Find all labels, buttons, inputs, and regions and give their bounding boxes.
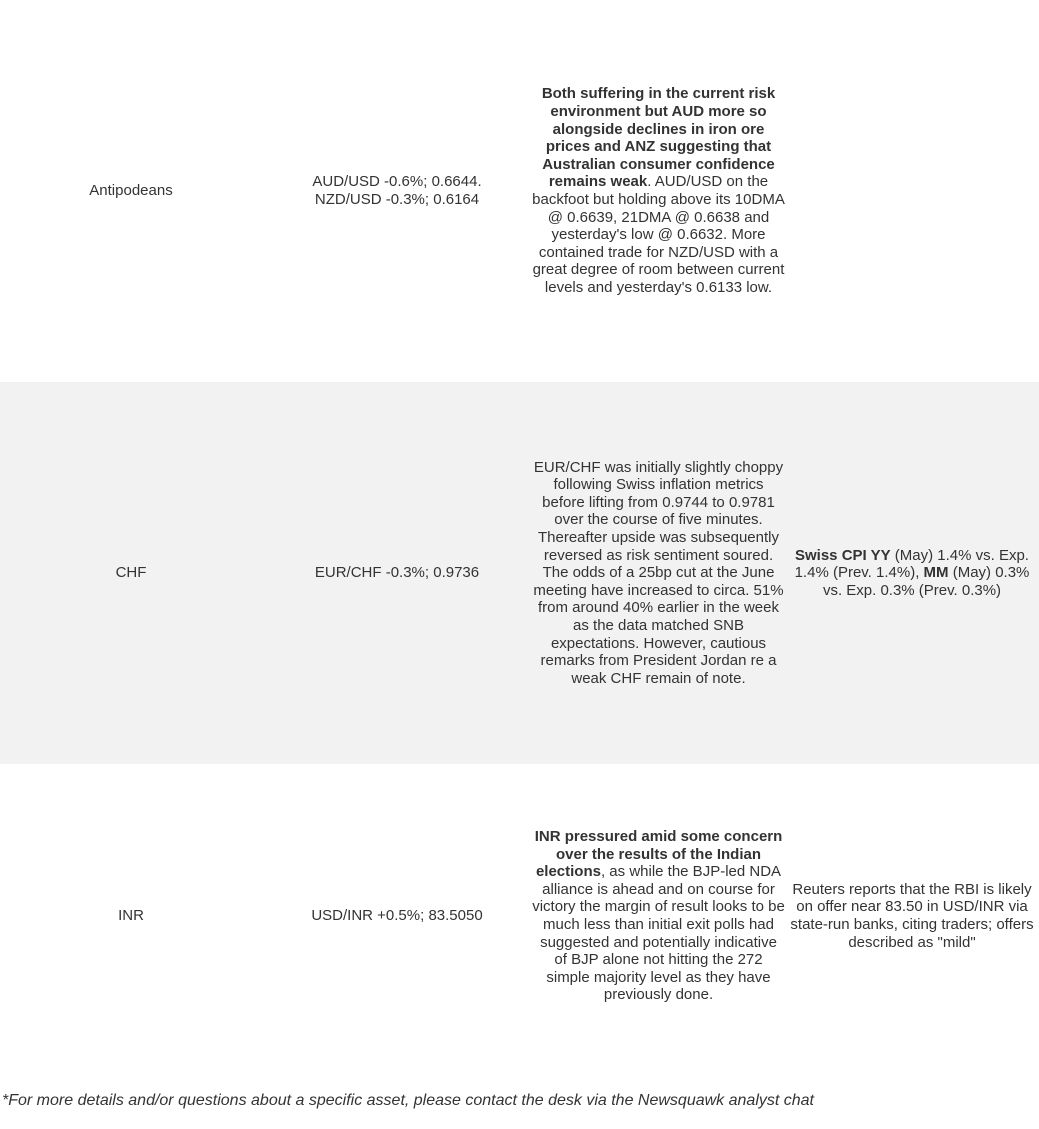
- description-text: EUR/CHF was initially slightly choppy following Swiss inflation metrics before lifting from 0.9744 to 0.9781 over the course of five minutes. Thereafter upside was subsequently reversed as risk sentiment soured. The odds of a 25bp cut at the June meeting have increased to circa. 51% from around 40% earlier in the week as the data matched SNB expectations. However, cautious remarks from President Jordan re a weak CHF remain of note.: [533, 458, 784, 687]
- description-text: . AUD/USD on the backfoot but holding above its 10DMA @ 0.6639, 21DMA @ 0.6638 and yesterday's low @ 0.6632. More contained trade for NZD/USD with a great degree of room between current levels and yesterday's 0.6133 low.: [532, 173, 785, 296]
- impact-bold: MM: [923, 564, 949, 582]
- impact-cell: Reuters reports that the RBI is likely on offer near 83.50 in USD/INR via state-run banks, citing traders; offers described as "mild": [790, 880, 1034, 951]
- impact-cell: Swiss CPI YY (May) 1.4% vs. Exp. 1.4% (Prev. 1.4%), MM (May) 0.3% vs. Exp. 0.3% (Prev. 0.3%): [794, 546, 1030, 599]
- description-text: , as while the BJP-led NDA alliance is ahead and on course for victory the margin of result looks to be much less than initial exit polls had suggested and potentially indicative of BJP alone not hitting the 272 simple majority level as they have previously done.: [532, 863, 785, 1004]
- asset-cell: CHF: [115, 564, 147, 582]
- description-cell: [532, 764, 785, 1068]
- description-bold: Both suffering in the current risk environment but AUD more so alongside declines in iron ore prices and ANZ suggesting that Australian consumer confidence remains weak: [541, 85, 776, 191]
- pair-line: NZD/USD -0.3%; 0.6164: [314, 191, 480, 208]
- table-row-chf: [0, 382, 1039, 764]
- pair-line: EUR/CHF -0.3%; 0.9736: [314, 564, 480, 582]
- impact-bold: Swiss CPI YY: [795, 546, 891, 564]
- pair-cell: [262, 382, 532, 764]
- table-row-inr: [0, 764, 1039, 1068]
- footnote: *For more details and/or questions about a specific asset, please contact the desk via the Newsquawk analyst chat: [2, 1092, 814, 1109]
- description-bold: INR pressured amid some concern over the results of the Indian elections: [534, 828, 783, 881]
- pair-line: USD/INR +0.5%; 83.5050: [311, 907, 483, 925]
- pair-cell: [262, 764, 532, 1068]
- pair-line: AUD/USD -0.6%; 0.6644.: [312, 173, 482, 191]
- table-row-antipodeans: [0, 0, 1039, 382]
- asset-cell: INR: [118, 907, 144, 925]
- description-cell: [532, 0, 785, 382]
- description-cell: [532, 382, 785, 764]
- asset-cell: Antipodeans: [89, 182, 173, 200]
- pair-cell: [262, 0, 532, 382]
- impact-cell: [785, 0, 1039, 382]
